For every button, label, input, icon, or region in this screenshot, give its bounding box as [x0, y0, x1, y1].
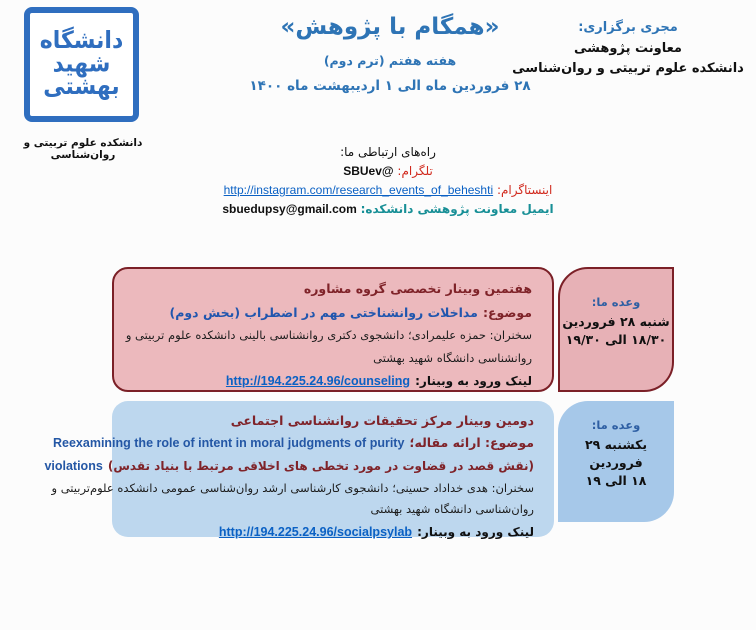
- webinar1-topic-line: [124, 301, 532, 325]
- webinar1-schedule-day: شنبه ۲۸ فروردین: [562, 313, 670, 329]
- webinar2-schedule-time: ۱۸ الی ۱۹: [585, 472, 647, 488]
- instagram-line: [178, 183, 598, 198]
- webinar1-link-line: [124, 369, 532, 393]
- contact-heading: راه‌های ارتباطی ما:: [340, 145, 436, 159]
- webinar2-topic-line2: [44, 454, 534, 477]
- webinar1-card: [112, 267, 554, 392]
- page-subtitle: هفته هفتم (ترم دوم): [323, 53, 457, 68]
- email-line: [178, 202, 598, 217]
- webinar1-title: هفتمین وبینار تخصصی گروه مشاوره: [303, 281, 532, 296]
- webinar1-speaker-line1: سخنران: حمزه علیمرادی؛ دانشجوی دکتری روانشناسی بالینی دانشکده علوم تربیتی و: [125, 328, 532, 342]
- webinar2-topic-line1: [53, 431, 534, 454]
- telegram-handle: @SBUev: [343, 164, 394, 178]
- webinar1-speaker-line2: روانشناسی دانشگاه شهید بهشتی: [373, 350, 532, 365]
- organizer-label: مجری برگزاری:: [578, 20, 678, 35]
- webinar2-schedule-day: یکشنبه ۲۹ فروردین: [584, 436, 648, 470]
- webinar1-schedule-card: [558, 267, 674, 392]
- webinar2-link-label: لینک ورود به وبینار:: [417, 525, 534, 540]
- logo-word-beheshti: بهشتی: [43, 73, 120, 101]
- webinar2-topic-label: موضوع: ارائه مقاله؛: [409, 435, 534, 451]
- logo-calligraphy: [39, 27, 124, 101]
- webinar2-card: [44, 401, 554, 540]
- instagram-link[interactable]: http://instagram.com/research_events_of_beheshti: [223, 183, 494, 197]
- page-date-range: ۲۸ فروردین ماه الی ۱ اردیبهشت ماه ۱۴۰۰: [249, 78, 531, 94]
- webinar1-schedule-label: وعده ما:: [591, 294, 641, 309]
- organizer-faculty: دانشکده علوم تربیتی و روان‌شناسی: [512, 61, 744, 76]
- contact-block: [178, 145, 598, 221]
- webinar2-topic-persian: (نقش قصد در قضاوت در مورد تخطی های اخلاقی مرتبط با بنیاد تقدس): [107, 459, 534, 474]
- telegram-label: تلگرام:: [397, 164, 433, 178]
- webinar2-title: دومین وبینار مرکز تحقیقات روانشناسی اجتماعی: [230, 413, 534, 428]
- logo-caption: دانشکده علوم تربیتی و روان‌شناسی: [23, 137, 143, 161]
- webinar2-speaker-line1: سخنران: هدی خداداد حسینی؛ دانشجوی کارشناسی ارشد روان‌شناسی عمومی دانشکده علوم‌تربیتی و: [51, 480, 534, 495]
- webinar1-link-label: لینک ورود به وبینار:: [415, 374, 532, 388]
- logo-word-shahid: شهید: [52, 50, 111, 78]
- webinar2-topic-english-part2: violations: [44, 459, 103, 474]
- telegram-line: [178, 164, 598, 179]
- webinar1-schedule-time: ۱۸/۳۰ الی ۱۹/۳۰: [565, 331, 667, 347]
- webinar2-schedule-card: [558, 401, 674, 522]
- organizer-block: [510, 20, 746, 81]
- webinar2-link[interactable]: http://194.225.24.96/socialpsylab: [218, 525, 413, 540]
- webinar2-topic-english-part1: Reexamining the role of intent in moral judgments of purity: [53, 436, 405, 451]
- webinar1-topic: مداخلات روانشناختی مهم در اضطراب (بخش دوم): [169, 304, 478, 320]
- webinar2-link-line: [122, 520, 534, 543]
- organizer-name: معاونت پژوهشی: [574, 41, 682, 56]
- logo-word-daneshgah: دانشگاه: [39, 27, 124, 55]
- sbu-logo: [24, 7, 139, 122]
- page-title: «همگام با پژوهش»: [280, 14, 500, 40]
- email-label: ایمیل معاونت پژوهشی دانشکده:: [360, 202, 554, 216]
- email-address: sbuedupsy@gmail.com: [222, 202, 357, 216]
- webinar2-speaker-line2: روان‌شناسی دانشگاه شهید بهشتی: [370, 501, 534, 516]
- webinar1-link[interactable]: http://194.225.24.96/counseling: [225, 374, 411, 388]
- webinar1-topic-label: موضوع:: [482, 304, 532, 320]
- instagram-label: اینستاگرام:: [496, 183, 553, 197]
- webinar2-schedule-label: وعده ما:: [591, 417, 641, 432]
